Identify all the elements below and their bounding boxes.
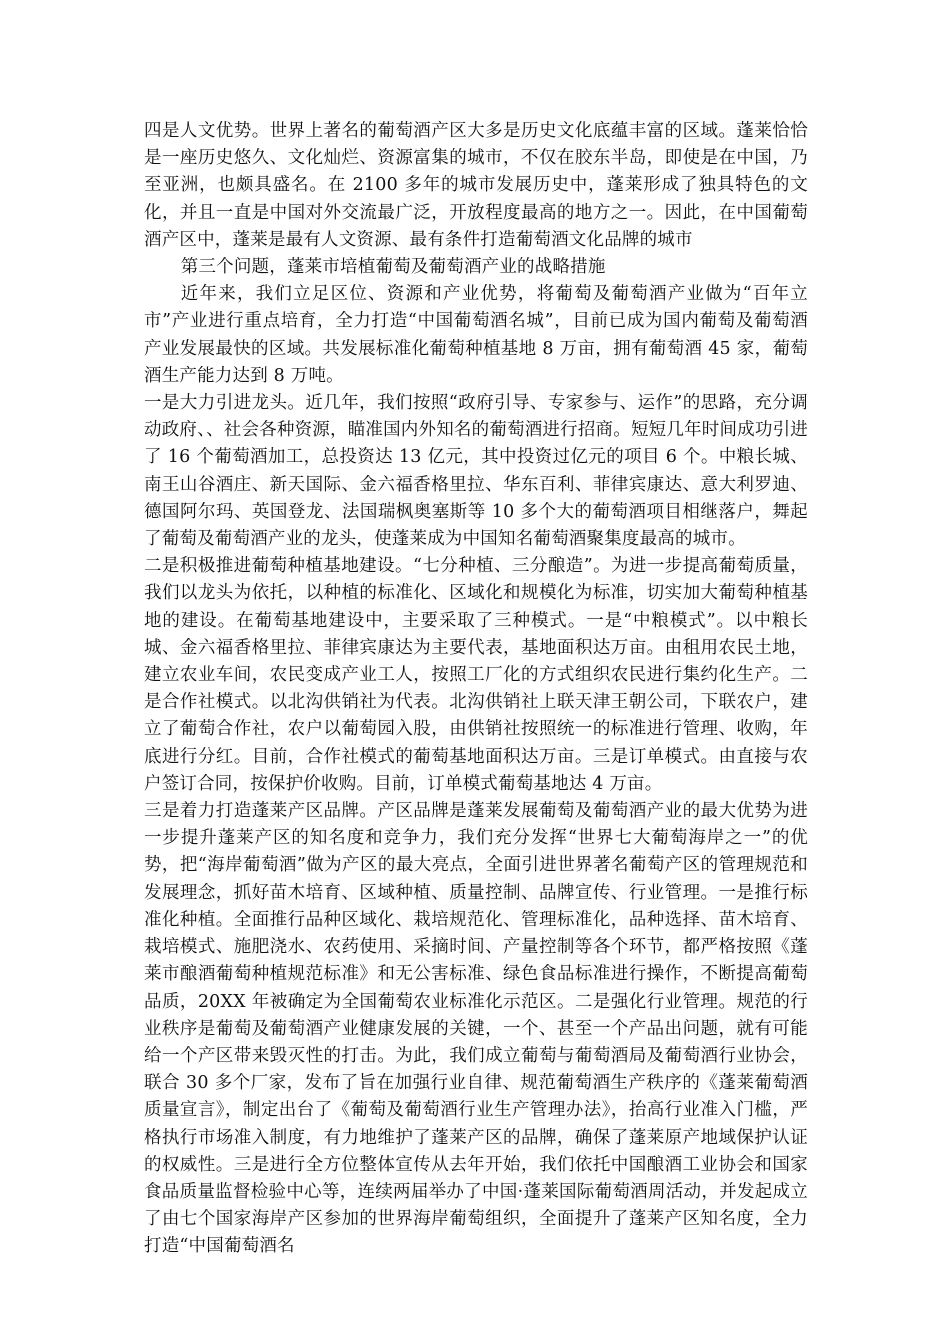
paragraph-cultural-advantage: 四是人文优势。世界上著名的葡萄酒产区大多是历史文化底蕴丰富的区域。蓬莱恰恰是一座历史悠久、文化灿烂、资源富集的城市，不仅在胶东半岛，即使是在中国，乃至亚洲，也颇具盛名。在 2100 多年的城市发展历史中，蓬莱形成了独具特色的文化，并且一直是中国对外交流最广泛，开放程度最高的地方之一。因此，在中国葡萄酒产区中，蓬莱是最有人文资源、最有条件打造葡萄酒文化品牌的城市 <box>144 121 808 250</box>
paragraph-leading-enterprises: 一是大力引进龙头。近几年，我们按照“政府引导、专家参与、运作”的思路，充分调动政府、、社会各种资源，瞄准国内外知名的葡萄酒进行招商。短短几年时间成功引进了 16 个葡萄酒加工，总投资达 13 亿元，其中投资过亿元的项目 6 个。中粮长城、南王山谷酒庄、新天国际、金六福香格里拉、华东百利、菲律宾康达、意大利罗迪、德国阿尔玛、英国登龙、法国瑞枫奥塞斯等 10 多个大的葡萄酒项目相继落户，舞起了葡萄及葡萄酒产业的龙头，使蓬莱成为中国知名葡萄酒聚集度最高的城市。 <box>144 393 808 550</box>
paragraph-recent-years: 近年来，我们立足区位、资源和产业优势，将葡萄及葡萄酒产业做为“百年立市”产业进行重点培育，全力打造“中国葡萄酒名城”，目前已成为国内葡萄及葡萄酒产业发展最快的区域。共发展标准化葡萄种植基地 8 万亩，拥有葡萄酒 45 家，葡萄酒生产能力达到 8 万吨。 <box>144 284 808 386</box>
document-body <box>144 118 808 1261</box>
paragraph-regional-brand: 三是着力打造蓬莱产区品牌。产区品牌是蓬莱发展葡萄及葡萄酒产业的最大优势为进一步提升蓬莱产区的知名度和竞争力，我们充分发挥“世界七大葡萄海岸之一”的优势，把“海岸葡萄酒”做为产区的最大亮点，全面引进世界著名葡萄产区的管理规范和发展理念，抓好苗木培育、区域种植、质量控制、品牌宣传、行业管理。一是推行标准化种植。全面推行品种区域化、栽培规范化、管理标准化，品种选择、苗木培育、栽培模式、施肥浇水、农药使用、采摘时间、产量控制等各个环节，都严格按照《蓬莱市酿酒葡萄种植规范标准》和无公害标准、绿色食品标准进行操作，不断提高葡萄品质，20XX 年被确定为全国葡萄农业标准化示范区。二是强化行业管理。规范的行业秩序是葡萄及葡萄酒产业健康发展的关键，一个、甚至一个产品出问题，就有可能给一个产区带来毁灭性的打击。为此，我们成立葡萄与葡萄酒局及葡萄酒行业协会，联合 30 多个厂家，发布了旨在加强行业自律、规范葡萄酒生产秩序的《蓬莱葡萄酒质量宣言》，制定出台了《葡萄及葡萄酒行业生产管理办法》，抬高行业准入门槛，严格执行市场准入制度，有力地维护了蓬莱产区的品牌，确保了蓬莱原产地域保护认证的权威性。三是进行全方位整体宣传从去年开始，我们依托中国酿酒工业协会和国家食品质量监督检验中心等，连续两届举办了中国·蓬莱国际葡萄酒周活动，并发起成立了由七个国家海岸产区参加的世界海岸葡萄组织，全面提升了蓬莱产区知名度，全力打造“中国葡萄酒名 <box>144 801 808 1257</box>
section-heading-strategy: 第三个问题，蓬莱市培植葡萄及葡萄酒产业的战略措施 <box>180 257 606 278</box>
paragraph-planting-base: 二是积极推进葡萄种植基地建设。“七分种植、三分酿造”。为进一步提高葡萄质量，我们以龙头为依托，以种植的标准化、区域化和规模化为标准，切实加大葡萄种植基地的建设。在葡萄基地建设中，主要采取了三种模式。一是“中粮模式”。以中粮长城、金六福香格里拉、菲律宾康达为主要代表，基地面积达万亩。由租用农民土地，建立农业车间，农民变成产业工人，按照工厂化的方式组织农民进行集约化生产。二是合作社模式。以北沟供销社为代表。北沟供销社上联天津王朝公司，下联农户，建立了葡萄合作社，农户以葡萄园入股，由供销社按照统一的标准进行管理、收购，年底进行分红。目前，合作社模式的葡萄基地面积达万亩。三是订单模式。由直接与农户签订合同，按保护价收购。目前，订单模式葡萄基地达 4 万亩。 <box>144 556 808 794</box>
